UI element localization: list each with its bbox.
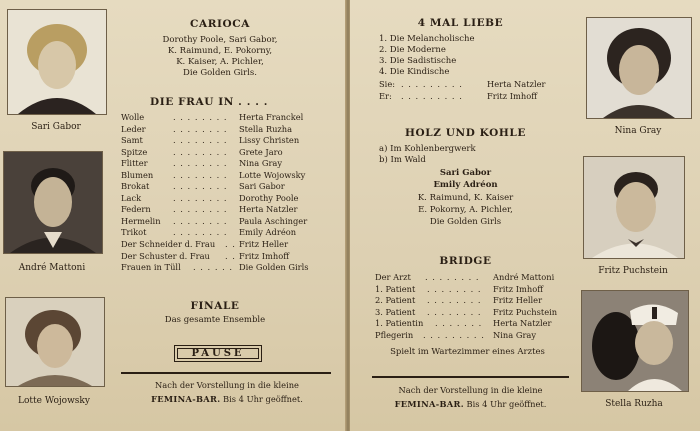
list-item: a) Im Kohlenbergwerk (379, 144, 476, 154)
role-name: Samt (121, 135, 143, 146)
actor-name: Stella Ruzha (239, 123, 293, 134)
credit-line: K. Raimund, K. Kaiser (417, 193, 514, 203)
leader-dots: . . . . . . . . (173, 146, 228, 157)
portrait-photo-andre-mattoni (3, 151, 103, 254)
cast-row (375, 330, 575, 342)
list-item: 1. Die Melancholische (379, 34, 475, 44)
bar-name: FEMINA-BAR. (394, 399, 464, 409)
cast-row (121, 227, 335, 239)
role-name: Federn (121, 204, 151, 215)
portrait-image (4, 152, 102, 253)
leader-dots: . . . . . . . . (425, 272, 480, 282)
role-name: 2. Patient (375, 295, 416, 306)
portrait-photo-stella-ruzha (581, 290, 689, 392)
role-name: Brokat (121, 181, 150, 192)
role-name: Er: (379, 90, 392, 101)
cast-row (375, 295, 575, 307)
cast-row (121, 135, 335, 147)
leader-dots: . . . . . . . . . (423, 329, 485, 340)
cast-row (121, 112, 335, 124)
cast-row (121, 216, 335, 228)
cast-row (121, 158, 335, 170)
role-name: Der Arzt (375, 272, 411, 282)
section-title-4-mal-liebe: 4 MAL LIEBE (417, 17, 504, 29)
cast-row (375, 307, 575, 319)
credit-line: K. Kaiser, A. Pichler, (176, 57, 264, 67)
leader-dots: . . . . . . . . (173, 192, 228, 203)
cast-list-bridge (375, 272, 575, 341)
cast-row (121, 170, 335, 182)
photo-caption: André Mattoni (18, 263, 86, 273)
actor-name: Lotte Wojowsky (239, 169, 306, 180)
credit-name: Emily Adréon (433, 180, 498, 190)
opening-hours: Bis 4 Uhr geöffnet. (466, 399, 547, 409)
cast-row (121, 193, 335, 205)
cast-row (121, 251, 335, 263)
photo-caption: Stella Ruzha (605, 399, 663, 409)
list-item: 2. Die Moderne (379, 45, 446, 55)
portrait-image (584, 157, 684, 258)
actor-name: Fritz Imhoff (493, 283, 544, 294)
cast-row (121, 204, 335, 216)
portrait-photo-sari-gabor (7, 9, 107, 115)
role-name: Hermelin (121, 215, 161, 226)
scene-note: Spielt im Wartezimmer eines Arztes (390, 347, 545, 357)
list-item: 4. Die Kindische (379, 67, 450, 77)
role-name: 1. Patient (375, 283, 416, 294)
leader-dots: . . (225, 250, 236, 261)
actor-name: Fritz Heller (239, 239, 289, 250)
leader-dots: . . . . . . . . (173, 181, 228, 192)
actor-name: Lissy Christen (239, 135, 300, 146)
actor-name: Dorothy Poole (239, 192, 299, 203)
role-name: Flitter (121, 158, 148, 169)
leader-dots: . . . . . . . . . (401, 90, 463, 101)
pause-box: PAUSE (174, 345, 262, 362)
leader-dots: . . . . . . . . . (401, 79, 463, 89)
portrait-photo-nina-gray (586, 17, 692, 119)
role-name: Der Schuster d. Frau (121, 250, 210, 261)
portrait-image (6, 298, 104, 386)
role-name: Spitze (121, 146, 148, 157)
role-name: Der Schneider d. Frau (121, 239, 216, 250)
footer-rule (121, 372, 331, 374)
credit-line: Die Golden Girls. (183, 68, 257, 78)
credit-name: Sari Gabor (439, 168, 492, 178)
leader-dots: . . (225, 239, 236, 250)
leader-dots: . . . . . . . . (173, 123, 228, 134)
footer-rule (372, 376, 569, 378)
section-title-holz-und-kohle: HOLZ UND KOHLE (405, 127, 526, 139)
leader-dots: . . . . . . . . (173, 158, 228, 169)
leader-dots: . . . . . . . . (173, 215, 228, 226)
role-name: Frauen in Tüll (121, 262, 181, 273)
role-name: Leder (121, 123, 146, 134)
credit-line: K. Raimund, E. Pokorny, (167, 46, 273, 56)
leader-dots: . . . . . . . . (427, 295, 482, 306)
portrait-image (587, 18, 691, 118)
portrait-image (8, 10, 106, 114)
actor-name: Grete Jaro (239, 146, 283, 157)
actor-name: Paula Aschinger (239, 215, 308, 226)
actor-name: Nina Gray (239, 158, 283, 169)
role-name: Pflegerin (375, 329, 414, 340)
actor-name: Herta Natzler (493, 318, 552, 329)
list-item: 3. Die Sadistische (379, 56, 457, 66)
section-title-bridge: BRIDGE (439, 255, 492, 267)
footer-line: Nach der Vorstellung in die kleine (155, 380, 299, 390)
cast-row (121, 124, 335, 136)
leader-dots: . . . . . . . . (173, 135, 228, 146)
photo-caption: Fritz Puchstein (598, 266, 668, 276)
role-name: Sie: (379, 79, 396, 89)
leader-dots: . . . . . . (193, 262, 234, 273)
actor-name: Herta Franckel (239, 112, 304, 122)
cast-row (121, 239, 335, 251)
actor-name: Nina Gray (493, 329, 537, 340)
right-page (350, 0, 700, 431)
section-title-carioca: CARIOCA (190, 18, 250, 30)
leader-dots: . . . . . . . . (173, 204, 228, 215)
role-name: Lack (121, 192, 142, 203)
footer-line: Nach der Vorstellung in die kleine (398, 385, 543, 395)
actor-name: Fritz Imhoff (487, 90, 538, 101)
bar-name: FEMINA-BAR. (151, 394, 221, 404)
cast-row (375, 272, 575, 284)
role-name: Wolle (121, 112, 145, 122)
leader-dots: . . . . . . . . (427, 306, 482, 317)
credit-line: Das gesamte Ensemble (164, 315, 266, 325)
section-title-finale: FINALE (190, 300, 240, 312)
credit-line: Dorothy Poole, Sari Gabor, (162, 35, 278, 45)
portrait-image (582, 291, 688, 391)
role-name: Blumen (121, 169, 154, 180)
leader-dots: . . . . . . . . (173, 112, 228, 122)
role-name: 3. Patient (375, 306, 416, 317)
actor-name: Die Golden Girls (239, 262, 309, 273)
cast-row (379, 79, 559, 91)
left-page (0, 0, 347, 431)
cast-row (121, 147, 335, 159)
photo-caption: Lotte Wojowsky (18, 396, 90, 406)
section-title-die-frau-in: DIE FRAU IN . . . . (150, 96, 268, 108)
cast-row (379, 91, 559, 103)
credit-line: Die Golden Girls (429, 217, 502, 227)
photo-caption: Sari Gabor (31, 122, 81, 132)
portrait-photo-fritz-puchstein (583, 156, 685, 259)
actor-name: Fritz Imhoff (239, 250, 290, 261)
cast-list-4-mal-liebe (379, 79, 559, 102)
actor-name: André Mattoni (493, 272, 555, 282)
role-name: Trikot (121, 227, 147, 238)
leader-dots: . . . . . . . . (427, 283, 482, 294)
role-name: 1. Patientin (375, 318, 424, 329)
footer-line (372, 398, 569, 410)
list-item: b) Im Wald (379, 155, 426, 165)
cast-row (121, 181, 335, 193)
actor-name: Emily Adréon (239, 227, 297, 238)
actor-name: Herta Natzler (239, 204, 298, 215)
actor-name: Fritz Heller (493, 295, 543, 306)
leader-dots: . . . . . . . . (173, 169, 228, 180)
leader-dots: . . . . . . . . (173, 227, 228, 238)
actor-name: Sari Gabor (239, 181, 285, 192)
opening-hours: Bis 4 Uhr geöffnet. (223, 394, 303, 404)
footer-line (127, 393, 327, 405)
leader-dots: . . . . . . . (435, 318, 483, 329)
portrait-photo-lotte-wojowsky (5, 297, 105, 387)
actor-name: Herta Natzler (487, 79, 546, 89)
cast-row (375, 284, 575, 296)
cast-row (121, 262, 335, 274)
cast-row (375, 318, 575, 330)
photo-caption: Nina Gray (614, 126, 662, 136)
cast-list-die-frau-in (121, 112, 335, 274)
actor-name: Fritz Puchstein (493, 306, 558, 317)
credit-line: E. Pokorny, A. Pichler, (418, 205, 513, 215)
